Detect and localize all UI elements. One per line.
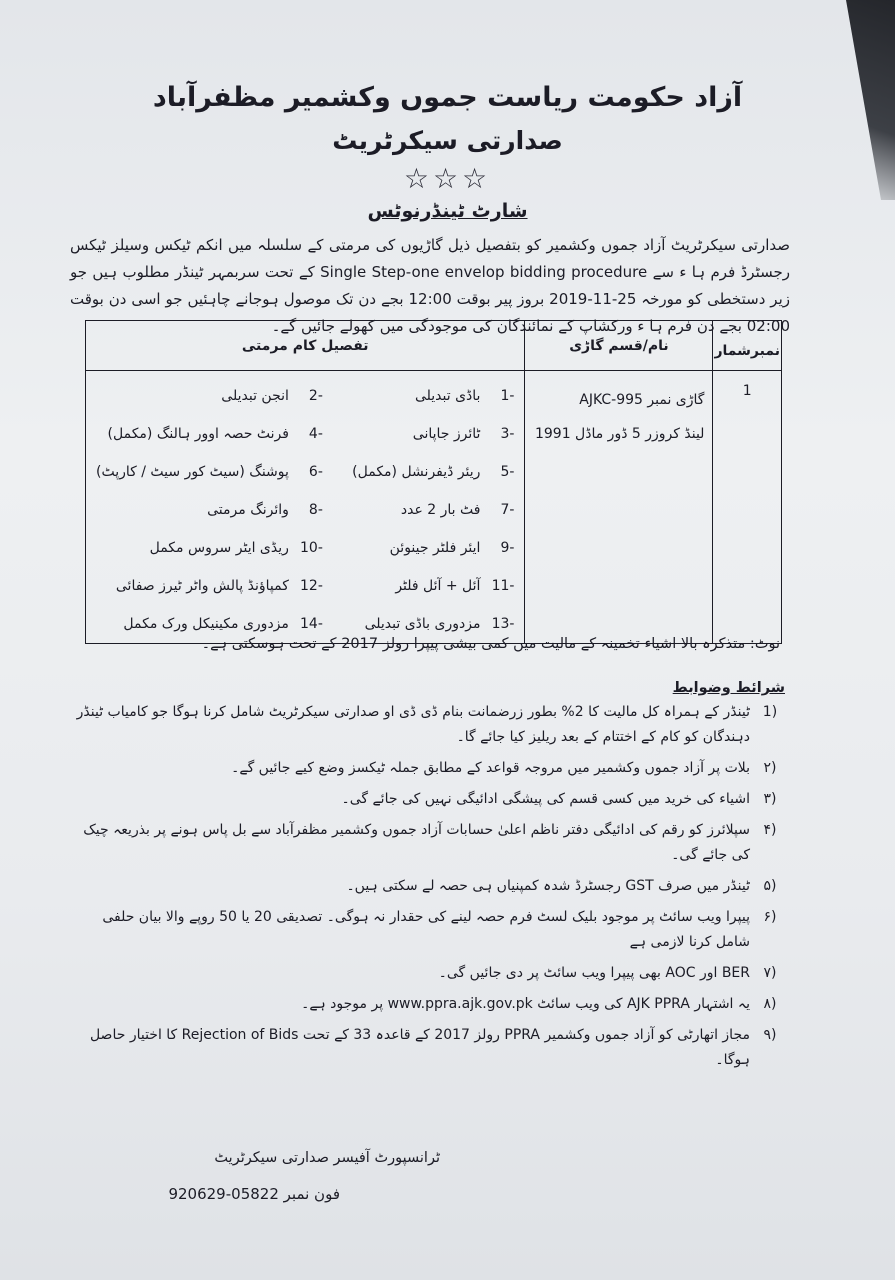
table-row <box>86 371 782 644</box>
work-item: -6پوشنگ (سیٹ کور سیٹ / کارپٹ) <box>96 464 323 480</box>
vehicle-number: گاڑی نمبر AJKC-995 <box>579 392 705 408</box>
work-item: -5ریئر ڈیفرنشل (مکمل) <box>352 464 515 480</box>
list-item: (1 ٹینڈر کے ہمراہ کل مالیت کا 2% بطور زرضمانت بنام ڈی ڈی او صدارتی سیکرٹریٹ شامل کرنا ہوگا جو کامیاب ٹینڈر دہندگان کو کام کے اختتام کے بعد ریلیز کیا جائے گا۔ <box>76 704 778 745</box>
repair-items-table <box>85 320 782 644</box>
work-item: -8وائرنگ مرمتی <box>207 502 323 518</box>
work-item: -14مزدوری مکینیکل ورک مکمل <box>123 616 323 632</box>
work-item: -3ٹائرز جاپانی <box>412 426 515 442</box>
notice-title: شارٹ ٹینڈرنوٹس <box>367 200 528 222</box>
header-secretariat-title: صدارتی سیکرٹریٹ <box>332 126 563 155</box>
list-item: (۷ BER اور AOC بھی پیپرا ویب سائٹ پر دی جائیں گی۔ <box>438 965 777 981</box>
row-serial: 1 <box>713 371 782 644</box>
price-variation-note: نوٹ: متذکرہ بالا اشیاء تخمینہ کے مالیت میں کمی بیشی پیپرا رولز 2017 کے تحت ہوسکتی ہے۔ <box>201 636 780 652</box>
list-item: (۹ مجاز اتھارٹی کو آزاد جموں وکشمیر PPRA رولز 2017 کے قاعدہ 33 کے تحت Rejection of Bids کا اختیار حاصل ہوگا۔ <box>89 1027 777 1068</box>
list-item: (۸ یہ اشتہار AJK PPRA کی ویب سائٹ www.ppra.ajk.gov.pk پر موجود ہے۔ <box>301 996 777 1012</box>
list-item: (۴ سپلائرز کو رقم کی ادائیگی دفتر ناظم اعلیٰ حسابات آزاد جموں وکشمیر مظفرآباد سے بل پاس ہونے پر بذریعہ چیک کی جائے گی۔ <box>83 822 777 863</box>
row-work-details <box>86 371 525 644</box>
row-vehicle <box>525 371 713 644</box>
signature-officer: ٹرانسپورٹ آفیسر صدارتی سیکرٹریٹ <box>214 1150 440 1166</box>
work-item: -12کمپاؤنڈ پالش واٹر ٹیرز صفائی <box>115 578 323 594</box>
conditions-heading: شرائط وضوابط <box>672 680 785 696</box>
header-stars: ☆☆☆ <box>403 162 492 195</box>
work-items-grid <box>96 377 514 643</box>
table-header-row <box>86 321 782 371</box>
work-item: -2انجن تبدیلی <box>221 388 323 404</box>
notice-intro-paragraph: صدارتی سیکرٹریٹ آزاد جموں وکشمیر کو بتفصیل ذیل گاڑیوں کی مرمتی کے سلسلہ میں انکم ٹیکس وسیلز ٹیکس رجسٹرڈ فرم ہا ء سے Single Step-one envelop bidding procedure کے تحت سربمہر ٹینڈر مطلوب ہیں جو زیر دستخطی کو مورخہ 25-11-2019 بروز پیر بوقت 12:00 بجے دن تک موصول ہوجانے چاہئیں جو اسی دن بوقت 02:00 بجے دن فرم ہا ء ورکشاپ کے نمائندگان کی موجودگی میں کھولے جائیں گے۔ <box>70 236 790 335</box>
header-government-title: آزاد حکومت ریاست جموں وکشمیر مظفرآباد <box>152 82 743 113</box>
work-item: -9ایئر فلٹر جینوئن <box>389 540 515 556</box>
work-item: -11آئل + آئل فلٹر <box>395 578 515 594</box>
work-item: -1باڈی تبدیلی <box>414 388 515 404</box>
list-item: (۵ ٹینڈر میں صرف GST رجسٹرڈ شدہ کمپنیاں ہی حصہ لے سکتی ہیں۔ <box>346 878 777 894</box>
header-details: تفصیل کام مرمتی <box>86 321 525 371</box>
work-item: -13مزدوری باڈی تبدیلی <box>364 616 515 632</box>
signature-phone: فون نمبر 05822-920629 <box>168 1185 340 1203</box>
list-item: (۶ پیپرا ویب سائٹ پر موجود بلیک لسٹ فرم حصہ لینے کی حقدار نہ ہوگی۔ تصدیقی 20 یا 50 روپے والا بیان حلفی شامل کرنا لازمی ہے <box>102 909 777 950</box>
list-item: (۲ بلات پر آزاد جموں وکشمیر میں مروجہ قواعد کے مطابق جملہ ٹیکسز وضع کیے جائیں گے۔ <box>231 760 777 776</box>
header-serial: نمبرشمار <box>713 321 782 371</box>
header-vehicle: نام/قسم گاڑی <box>525 321 713 371</box>
vehicle-model: لینڈ کروزر 5 ڈور ماڈل 1991 <box>534 426 705 442</box>
work-item: -7فٹ بار 2 عدد <box>400 502 515 518</box>
work-item: -10ریڈی ایٹر سروس مکمل <box>149 540 323 556</box>
conditions-list <box>70 700 790 1079</box>
work-item: -4فرنٹ حصہ اوور ہالنگ (مکمل) <box>107 426 323 442</box>
list-item: (۳ اشیاء کی خرید میں کسی قسم کی پیشگی ادائیگی نہیں کی جائے گی۔ <box>341 791 777 807</box>
